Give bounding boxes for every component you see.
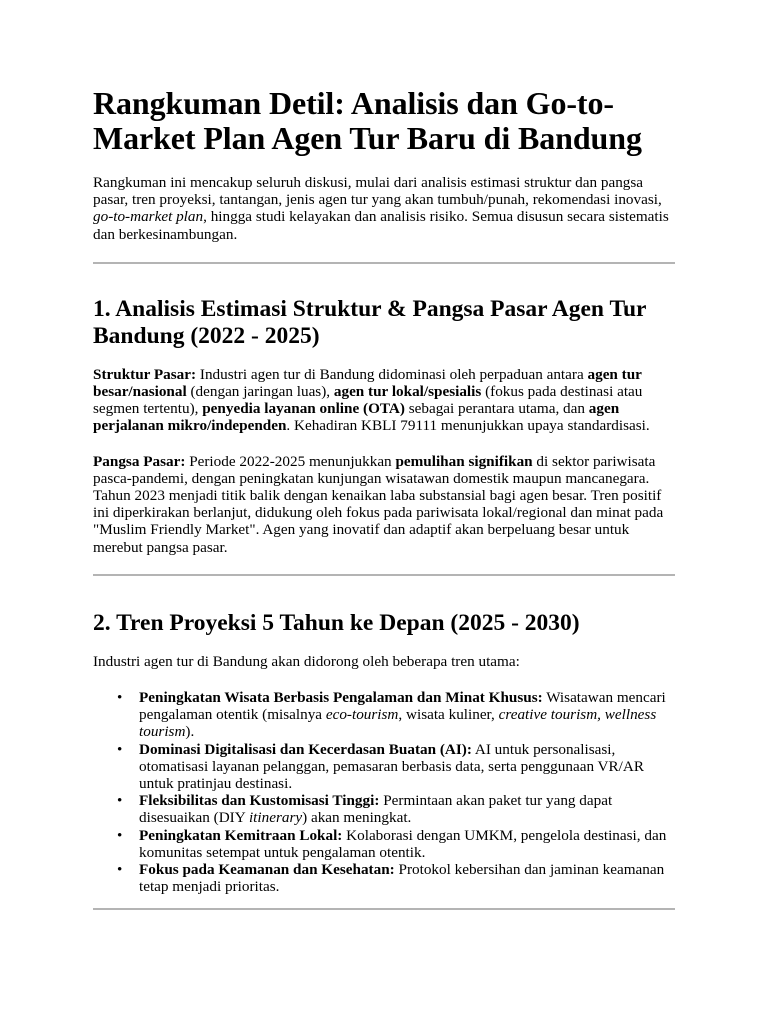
intro-text: , hingga studi kelayakan dan analisis risiko. Semua disusun secara sistematis dan berkesinambungan. (93, 208, 669, 243)
bullet: • (117, 740, 123, 758)
item-label: Fokus pada Keamanan dan Kesehatan: (139, 861, 395, 879)
pangsa-pasar-paragraph (93, 453, 675, 556)
list-item (117, 861, 675, 896)
list-item (117, 740, 675, 793)
paragraph-text: di sektor pariwisata pasca-pandemi, dengan peningkatan kunjungan wisatawan domestik maupun mancanegara. Tahun 2023 menjadi titik balik dengan kenaikan laba substansial bagi agen besar. Tren positif ini diperkirakan berlanjut, didukung oleh fokus pada pariwisata lokal/regional dan minat pada "Muslim Friendly Market". Agen yang inovatif dan adaptif akan berpeluang besar untuk merebut pangsa pasar. (93, 452, 664, 556)
bullet: • (117, 792, 123, 810)
item-text: Wisatawan mencari pengalaman otentik (misalnya (139, 689, 666, 724)
item-text: Permintaan akan paket tur yang dapat disesuaikan (DIY (139, 792, 613, 827)
item-text: Protokol kebersihan dan jaminan keamanan tetap menjadi prioritas. (139, 861, 665, 896)
paragraph-label: Pangsa Pasar: (93, 452, 186, 470)
bold-term: penyedia layanan online (OTA) (202, 400, 405, 418)
item-emphasis: creative tourism, wellness tourism (139, 706, 657, 741)
item-text: Kolaborasi dengan UMKM, pengelola destinasi, dan komunitas setempat untuk pengalaman otentik. (139, 826, 667, 861)
paragraph-label: Struktur Pasar: (93, 365, 197, 383)
item-label: Fleksibilitas dan Kustomisasi Tinggi: (139, 792, 380, 810)
section-1-heading: 1. Analisis Estimasi Struktur & Pangsa Pasar Agen Tur Bandung (2022 - 2025) (93, 295, 647, 349)
paragraph-text: Industri agen tur di Bandung didominasi oleh perpaduan antara (196, 365, 588, 383)
bullet: • (117, 826, 123, 844)
item-emphasis: itinerary (248, 809, 303, 827)
bold-term: agen tur besar/nasional (93, 365, 642, 401)
paragraph-text: (dengan jaringan luas), (186, 383, 334, 401)
paragraph-text: . Kehadiran KBLI 79111 menunjukkan upaya standardisasi. (286, 417, 650, 435)
section-divider (93, 574, 675, 576)
section-2-intro: Industri agen tur di Bandung akan didorong oleh beberapa tren utama: (93, 652, 520, 670)
section-divider (93, 908, 675, 910)
bullet: • (117, 689, 123, 707)
item-emphasis: eco-tourism (325, 706, 399, 724)
intro-paragraph (93, 174, 675, 243)
section-2-heading: 2. Tren Proyeksi 5 Tahun ke Depan (2025 - 2030) (93, 609, 580, 636)
trend-list (93, 689, 675, 895)
paragraph-text: (fokus pada destinasi atau segmen tertentu), (93, 383, 643, 418)
bold-term: agen tur lokal/spesialis (333, 383, 482, 401)
list-item (117, 689, 675, 741)
intro-text: Rangkuman ini mencakup seluruh diskusi, mulai dari analisis estimasi struktur dan pangsa pasar, tren proyeksi, tantangan, jenis agen tur yang akan tumbuh/punah, rekomendasi inovasi, (93, 174, 662, 209)
paragraph-text: Periode 2022-2025 menunjukkan (185, 452, 396, 470)
item-text: , wisata kuliner, (398, 706, 499, 724)
item-text: ). (185, 723, 195, 741)
section-divider (93, 262, 675, 264)
bold-term: pemulihan signifikan (395, 452, 533, 470)
item-text: ) akan meningkat. (302, 809, 412, 827)
bullet: • (117, 861, 123, 879)
item-label: Peningkatan Kemitraan Lokal: (139, 826, 343, 844)
document-title: Rangkuman Detil: Analisis dan Go-to-Market Plan Agen Tur Baru di Bandung (93, 85, 642, 156)
struktur-pasar-paragraph (93, 366, 675, 435)
list-item (117, 792, 675, 827)
bold-term: agen perjalanan mikro/independen (93, 400, 620, 435)
item-text: AI untuk personalisasi, otomatisasi layanan pelanggan, pemasaran berbasis data, serta penggunaan VR/AR untuk pratinjau destinasi. (139, 740, 644, 793)
item-label: Dominasi Digitalisasi dan Kecerdasan Buatan (AI): (139, 740, 472, 758)
list-item (117, 826, 675, 861)
paragraph-text: sebagai perantara utama, dan (404, 400, 589, 418)
intro-emphasis: go-to-market plan (93, 208, 204, 226)
item-label: Peningkatan Wisata Berbasis Pengalaman dan Minat Khusus: (139, 689, 543, 707)
